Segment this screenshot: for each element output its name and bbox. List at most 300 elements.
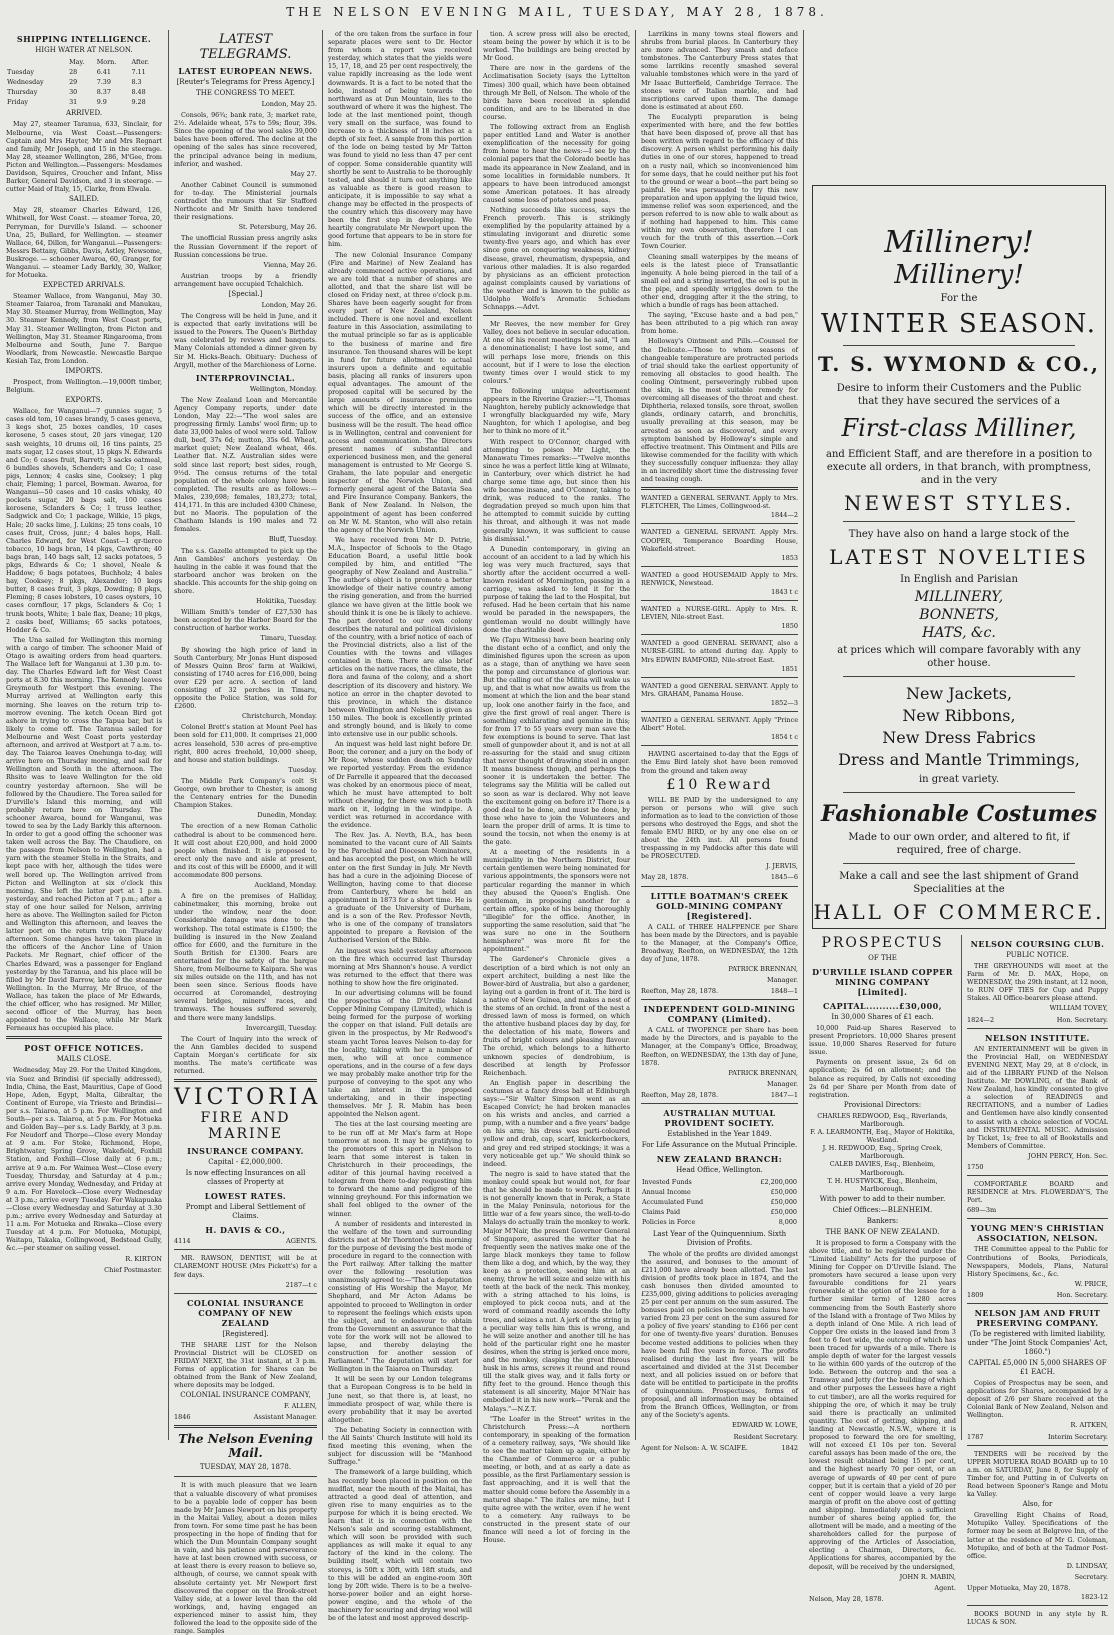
tide-cell: 7.11	[131, 68, 146, 77]
agents-label: AGENTS.	[286, 1237, 317, 1246]
tide-cell: 29	[69, 78, 78, 87]
divider	[174, 1249, 317, 1250]
prospectus-capital: CAPITAL..........£30,000,	[823, 1001, 942, 1011]
column-telegrams	[174, 30, 322, 1635]
aitken-signoff	[967, 1433, 1108, 1441]
amp-value: £50,000	[770, 1188, 797, 1197]
reward-intro: HAVING ascertained to-day that the Eggs of the Emu Bird lately shot have been removed from the ground and taken away	[641, 750, 798, 775]
aitken-name: R. AITKEN,	[1070, 1421, 1108, 1430]
wanted-text: WANTED a GENERAL SERVANT. Apply Mrs. COOPER, Temperance Boarding House, Wakefield-street.	[641, 528, 798, 553]
victoria-capital: Capital - £2,000,000.	[208, 1158, 283, 1167]
coursing-body: THE GREYHOUNDS will meet at the Farm of Mr. D. MAX, Hope, on WEDNESDAY, the 29th instant, at 12 noon, to RUN OFF TIES for Cup and Puppy Stakes. All Office-bearers please attend.	[967, 962, 1108, 1003]
news-paragraph: There are now in the gardens of the Acclimatisation Society (says the Lyttelton Times) 300 quail, which have been obtained through Mr Bell, of Nelson. The whole of the birds have been received in splendid condition, and are to be liberated in due course.	[483, 64, 630, 121]
news-paragraph: The saying, "Excuse haste and a bad pen," has been attributed to a pig which ran away from home.	[641, 311, 798, 336]
telegram-text: Consols, 96¾; bank rate, 3; market rate, 2½. Adelaide wheat, 57s to 59s; flour, 39s. Since the opening of the wool sales 39,000 bales have been offered. The decline at the opening of the sales has since recovered, the principal advance being in medium, inferior, and washed.	[174, 111, 317, 168]
tovey-signoff	[967, 1016, 1108, 1024]
european-news-heading: LATEST EUROPEAN NEWS.	[178, 66, 313, 76]
mabin-date: Nelson, May 28, 1878.	[809, 1594, 884, 1603]
amp-value: £50,000	[770, 1208, 797, 1217]
latest-novelties: LATEST NOVELTIES	[829, 545, 1089, 569]
news-paragraph: An English paper in describing the costumes at a fancy dress ball at Edinburgh says:—"Sir Walter Simpson went as an Escaped Convict; he had broken manacles on his wrists and ancles, and carried a pump, with a number and a five years' badge on his arm; his dress was parti-coloured yellow and drab, cap, scarf, knickerbockers, and grey and red striped stockings; it was a very noticeable get up." We should think so indeed.	[483, 1078, 630, 1168]
arrived-heading: ARRIVED.	[65, 109, 103, 118]
telegram-text: The Court of Inquiry into the wreck of the Ann Gambles decided to suspend Captain Morgan's certificate for six months. The mate's certificate was returned.	[174, 1034, 317, 1076]
telegram-text: The New Zealand Loan and Mercantile Agency Company reports, under date London, May 22:—"The wool sales are progressing firmly. Lambs' wool firm; up to date 33,000 bales of wool were sold. Tallow dull, beef, 37s 6d; mutton, 35s 6d. Wheat, market quiet; New Zealand wheat, 46s. Leather flat. N.Z. Australian sides were sold since last report; best sides, rough, 9½d. The census returns of the total population of the whole colony have been completed. The results are as follows:—Males, 239,698; females, 183,273; total, 414,171. In this are included 4300 Chinese, but no Maoris. The population of the Chatham Islands is 190 males and 72 females.	[174, 395, 317, 534]
victoria-text: Is now effecting Insurances on all classes of Property at	[185, 1169, 306, 1187]
prospectus-title: PROSPECTUS	[821, 935, 944, 951]
divider	[641, 745, 798, 746]
column-rule	[803, 30, 804, 1440]
firm-name: T. S. WYMOND & CO.,	[818, 352, 1100, 376]
divider	[843, 676, 1075, 677]
manager-label: Manager.	[766, 1079, 798, 1088]
gravelling-body: Gravelling Eight Chains of Road, Motupiko Valley. Specifications of the former may be seen at Belgrove Inn, of the latter at the residence of Mr G. Coleman, Motupiko, and of both at the Tadmor Post-office.	[967, 1511, 1108, 1560]
telegram-text: The unofficial Russian press angrily asks the Russian Government if the report of Russian concessions be true.	[174, 234, 317, 259]
amp-established: Established in the Year 1849.	[667, 1130, 772, 1139]
divider	[843, 863, 1075, 864]
news-paragraph: We (Tapu Witness) have been hearing only the distant echo of a conflict, and only the diminished figures upon the screen as upon as a stage, than of anything we have seen the pomp and circumstance of glorious war. But the calling out of the Militia will wake us up, and that is what now awaits us from the moment at which the lion and the bear stand up, look one another fairly in the face, and give the first growl of real anger. There is something exhilarating and genuine in this; for from 17 to 55 years every man save the few exemptions is bound to serve. That last smell of gunpowder about it, and is not at all re-assuring for the staid and snug citizen that never thought of drawing steel in anger. It means business though, and perhaps the sooner it is undertaken the better. The telegrams say the Militia will be called out so soon as war is declared. Why not leave the excitement going on before it? There is a good deal to be done, and must be done, by those who have to join the Volunteers and learn the proper drill of arms. It is time to sound the tocsin, not when the enemy is at the gate.	[483, 635, 630, 847]
tide-header-cell	[6, 57, 68, 67]
ad-number: 1850	[781, 622, 798, 631]
price-name: W. PRICE,	[1074, 1279, 1108, 1288]
tide-cell: 8.37	[96, 88, 111, 97]
divider	[967, 1218, 1108, 1219]
dateline: London, May 26.	[261, 300, 317, 309]
leader-text: It is with much pleasure that we learn that a valuable discovery of what promises to be a payable lode of copper has been made by Mr James Newport on his property in the Maitai Valley, about a dozen miles from town. For some time past he has been prospecting in the hope of finding that for which the Dun Mountain Company sought in vain, and his patience and perseverance have at last been crowned with success, or at least there is every reason to believe so, although, of course, we cannot speak with absolute certainty yet. Mr Newport first discovered the copper on the Brook-street Valley side, at a lower level than the old workings, and, having engaged an experienced miner to assist him, they followed the lead to the opposite side of the range. Samples	[174, 1481, 317, 1635]
amp-life: For Life Assurance on the Mutual Principle.	[641, 1141, 798, 1150]
director: T. H. HUSTWICK, Esq., Blenheim, Marlborough.	[827, 1176, 938, 1193]
special-heading: [Special.]	[228, 289, 263, 298]
divider	[641, 600, 798, 601]
divider	[174, 1079, 317, 1082]
tide-cell: 9.9	[96, 98, 107, 107]
director: CALEB DAVIES, Esq., Blenheim, Marlborough.	[829, 1160, 936, 1177]
column-rule	[168, 30, 169, 1440]
trimmings: Dress and Mantle Trimmings,	[838, 750, 1080, 769]
amp-label: Accumulated Fund	[642, 1198, 704, 1207]
independent-call-notice: A CALL of TWOPENCE per Share has been made by the Directors, and is payable to the Manager, at the Company's Office, Broadway, Reefton, on WEDNESDAY, the 13th day of June, 1878.	[641, 1026, 798, 1067]
price-title: Hon. Secretary.	[1056, 1290, 1108, 1299]
column-rule	[635, 30, 636, 1440]
insurance-title: INSURANCE COMPANY.	[187, 1146, 304, 1157]
telegram-text: By showing the high price of land in South Canterbury, Mr Jonas Hunt disposed of Messrs Quinn Bros' farm at Waikiwi, consisting of 1740 acres for £16,000, being over £29 per acre. A section of land consisting of 32 perches in Timaru, opposite the Police Station, was sold for £2600.	[174, 645, 317, 711]
amp-signoff	[641, 1444, 798, 1452]
congress-heading: THE CONGRESS TO MEET.	[196, 89, 295, 97]
victoria-title: VICTORIA	[174, 1085, 322, 1111]
public-notice: PUBLIC NOTICE.	[1006, 951, 1069, 959]
jam-title: NELSON JAM AND FRUIT PRESERVING COMPANY.	[974, 1308, 1101, 1328]
ad-number: 1854 t c	[771, 733, 798, 742]
colonial-company: COLONIAL INSURANCE COMPANY,	[180, 1391, 311, 1400]
amp-resident: Resident Secretary.	[733, 1432, 798, 1441]
telegram-text: The s.s. Gazelle attempted to pick up the Ann Gambles' anchors yesterday. On hauling in the cable it was found that the starboard anchor was broken on the shackle. This accounts for the ship going on shore.	[174, 546, 317, 595]
divider	[6, 1036, 162, 1039]
mails-close-heading: MAILS CLOSE.	[56, 1055, 112, 1064]
tide-table	[6, 57, 162, 107]
colonial-insurance-title: COLONIAL INSURANCE COMPANY OF NEW ZEALAND	[186, 1297, 305, 1328]
divider	[174, 1476, 317, 1477]
news-paragraph: The Rev. Jas. A. Nevth, B.A., has been nominated to the vacant cure of All Saints by the Parochial and Diocesan Nominators, and has accepted the post, on which he will enter on the first Sunday in July. Mr Nevth has had a cure in the adjoining Diocese of Wellington, having come to that diocese from Canterbury, where he held an appointment in 1873 for a short time. He is a graduate of the University of Durham, and is a son of the Rev. Professor Nevth, who is one of the company of translators appointed to prepare a Revision of the Authorised Version of the Bible.	[328, 831, 472, 945]
telegram-text: A fire on the premises of Halliday, cabinetmaker, this morning, broke out under the window, near the door. Considerable damage was done to the workshop. The total estimate is £1500; the building is insured in the New Zealand office for £600, and the furniture in the South British for £1300. Fears are entertained for the safety of the barque Shore, from Melbourne to Kaipara. She was six miles outside on the 11th, and has not been seen since. Serious floods have occurred at Coromandel, destroying several bridges, miners' races, and tramways. The houses suffered severely, and there were many landslips.	[174, 892, 317, 1022]
rawson-notice: MR. RAWSON, DENTIST, will be at CLAREMONT HOUSE (Mrs Pickett's) for a few days.	[174, 1254, 317, 1279]
masthead: THE NELSON EVENING MAIL, TUESDAY, MAY 28, 1878.	[286, 5, 828, 19]
ad-number: 1847—1	[770, 1090, 798, 1099]
millinery-advert	[812, 185, 1106, 929]
divider	[641, 634, 798, 635]
ad-number: 1824—2	[967, 1015, 995, 1024]
wanted-ad	[641, 716, 798, 741]
newspaper-flag: The Nelson Evening Mail.	[178, 1432, 313, 1461]
wanted-ad	[641, 494, 798, 519]
amp-label: Policies in Force	[642, 1218, 696, 1227]
tide-cell: Thursday	[7, 88, 38, 97]
bankers-heading: Bankers:	[866, 1216, 899, 1225]
wanted-ad	[641, 571, 798, 596]
newest-styles: NEWEST STYLES.	[843, 491, 1075, 515]
divider	[641, 711, 798, 712]
news-paragraph: Nothing succeeds like success, says the French proverb. This is strikingly exemplified by the popularity attained by a stimulating invigorant and diuretic some twenty-five years ago, and which has ever since gone on conquering weakness, kidney disease, gravel, rheumatism, dyspepsia, and various other maladies. It is also regarded by physicians as an efficient protection against complaints caused by variations of the weather and is known to the public as Udolpho Wolfe's Aromatic Schiedam Schnapps.—Advt.	[483, 205, 630, 312]
news-paragraph: of the ore taken from the surface in four separate places were sent to Dr. Hector from whom a report was received yesterday, which states that the yields were 15, 17, 18, and 25 per cent respectively, the value rapidly increasing as the lode went downwards. It is a fact to be noted that the lode, instead of being towards the northward as at Dun Mountain, lies to the southward of where it was the highest. The lode at the last mentioned point, though very small on the surface, was found to increase to a thickness of 18 inches at a depth of six feet. A sample from this portion of the lode on being tested by Mr Tatton was found to yield no less than 47 per cent of copper. Some considerable quantity will shortly be sent to Australia to be thoroughly tested, and should it turn out anything like as valuable as there is good reason to anticipate, it is impossible to say what a change may be effected in the prospects of the country which this discovery may have been the first step in developing. We heartily congratulate Mr Newport upon the good fortune that appears to be in store for him.	[328, 30, 472, 249]
dateline: May 27.	[290, 169, 317, 178]
ad-number: 1843 t c	[771, 588, 798, 596]
ad-number: 2187—t c	[285, 1280, 317, 1289]
ad-number: 1853	[781, 553, 798, 562]
board-no: 689—3m	[967, 1206, 997, 1215]
ymca-title: YOUNG MEN'S CHRISTIAN ASSOCIATION, NELSON.	[970, 1223, 1105, 1244]
tide-row	[6, 67, 162, 77]
news-paragraph: A Dunedin contemporary, in giving an account of an accident to a lad by which his leg was very much fractured, says that shortly after the accident occurred a well-known resident of Mornington, passing in a carriage, was asked to lend it for the purpose of taking the lad to the Hospital, but refused. Had he been certain that his name would be paraded in the newspapers, the gentleman would no doubt willingly have done the charitable deed.	[483, 544, 630, 634]
exports-heading: EXPORTS.	[65, 396, 103, 405]
amp-row	[641, 1207, 798, 1217]
independent-signoff	[641, 1091, 798, 1099]
institute-title: NELSON INSTITUTE.	[985, 1032, 1090, 1043]
percy-no: 1750	[967, 1162, 984, 1171]
wanted-text: WANTED a NURSE-GIRL. Apply to Mrs. R. LEVIEN, Nile-street East.	[641, 605, 798, 622]
wanted-ad	[641, 528, 798, 561]
lindsay-title: Secretary.	[1074, 1572, 1108, 1581]
ad-number: 1809	[967, 1290, 984, 1299]
column-rule	[477, 30, 478, 1440]
amp-value: £50,000	[770, 1198, 797, 1207]
latest-telegrams-title: LATEST TELEGRAMS.	[199, 32, 292, 62]
dateline: Invercargill, Tuesday.	[245, 1023, 317, 1032]
make-a-call: Make a call and see the last shipment of Grand Specialities at the	[839, 871, 1079, 895]
winter-season: WINTER SEASON.	[821, 309, 1097, 339]
tide-cell: Wednesday	[7, 78, 44, 87]
ad-number: 1787	[967, 1432, 984, 1441]
coursing-title: NELSON COURSING CLUB.	[970, 939, 1105, 949]
new-jackets: New Jackets,	[905, 684, 1013, 703]
wanted-ad	[641, 605, 798, 630]
creek-company-title: LITTLE BOATMAN'S CREEK GOLD-MINING COMPANY [Registered].	[650, 890, 789, 921]
news-paragraph: An inquest was held yesterday afternoon on the fire which occurred last Thursday morning at Mrs Shannon's house. A verdict was returned to the effect that there was nothing to show how the fire originated.	[328, 946, 472, 987]
tide-row	[6, 77, 162, 87]
news-paragraph: The Eucalypti preparation is being experimented with here, and the few bottles that have been disposed of, prove all that has been written with regard to the efficacy of this discovery. A person whilst performing his daily duties in one of our stores, happened to tread on a rusty nail, which so inconvenienced him for some days, that he could neither put his foot to the ground or wear a boot—the part being so painful. He was persuaded to try this new preparation and upon applying the liquid twice, immense relief was soon experienced, and the person referred to is now able to walk about as if nothing had happened to him. This came within my own observation, therefore I can vouch for the truth of this assertion.—Cork Town Courier.	[641, 112, 798, 251]
arrived-text: May 27, steamer Taranua, 633, Sinclair, for Melbourne, via West Coast.—Passengers: Captain and Mrs Hayter, Mr and Mrs Regnart and family, Mr Joseph, and 15 in the steerage. May 28, steamer Wellington, 286, M'Gee, from Picton and Wellington.—Passengers: Mesdames Davidson, Squires, Croucher and Infant, Miss Barker, General Davidson, and 3 in steerage. — cutter Maid of Italy, 15, Clarke, from Elwala.	[6, 120, 162, 194]
amp-value: 8,000	[778, 1218, 797, 1227]
ad-number: 1823-12	[1080, 1593, 1108, 1602]
divider	[174, 1293, 317, 1294]
fire-marine-title: FIRE AND MARINE	[200, 1110, 291, 1143]
ad-number: 1848—1	[770, 987, 798, 996]
dateline: Bluff, Tuesday.	[268, 535, 317, 544]
davis-signoff	[174, 1237, 317, 1245]
news-paragraph: The Debating Society in connection with the All Saints' Church Institute will hold its fixed meeting this evening, when the subject for discussion will be "Manhood Suffrage."	[328, 1425, 472, 1467]
news-paragraph: tion. A screw press will also be erected, steam being the power by which it is to be worked. The buildings are being erected by Mr Good.	[483, 30, 630, 63]
news-paragraph: With respect to O'Connor, charged with attempting to poison Mr Light, the Manawatu Times remarks:—"Twelve months since he was a perfect little king at Wilmate, in Canterbury, over which district he had charge some time ago, but since then his wife became insane, and O'Connor, taking to drink, was reduced to the ranks. The degradation preyed so much upon him that he attempted to commit suicide by cutting his throat, and although it was not made generally known, it was sufficient to cause his dismissal."	[483, 437, 630, 543]
prospectus-paid: 10,000 Paid-up Shares Reserved to present Proprietors. 10,000 Shares present issue. 10,000 Shares Reserved for future issue.	[809, 1024, 956, 1057]
of-the: OF THE	[868, 954, 897, 962]
amp-agent: Agent for Nelson: A. W. SCAIFE.	[641, 1443, 748, 1452]
bankers-name: THE BANK OF NEW ZEALAND.	[825, 1227, 940, 1236]
divider	[641, 566, 798, 567]
dateline: St. Petersburg, May 26.	[238, 223, 317, 232]
telegram-text: Austrian troops by a friendly arrangement have occupied Tchalchich.	[174, 271, 317, 288]
amp-figures	[641, 1177, 798, 1227]
tide-header-cell: Morn.	[96, 58, 117, 66]
millinery-heading-2: Millinery!	[894, 260, 1024, 290]
large-stock-text: They have also on hand a large stock of the	[848, 529, 1070, 540]
creek-call-notice: A CALL of THREE HALFPENCE per Share has been made by the Directors, and is payable to the Manager, at the Company's Office, Broadway, Reefton, on WEDNESDAY, the 12th day of June, 1878.	[641, 922, 798, 963]
desire-text: Desire to inform their Customers and the Public that they have secured the services of a	[836, 383, 1082, 407]
reefton-date: Reefton, May 28, 1878.	[641, 987, 719, 996]
davis-agents: H. DAVIS & CO.,	[205, 1225, 286, 1236]
directors-heading: Provisional Directors:	[843, 1100, 922, 1109]
wanted-text: WANTED a GENERAL SERVANT. Apply "Prince Albert" Hotel.	[641, 716, 798, 733]
allen-name: F. ALLEN,	[283, 1402, 317, 1411]
divider	[843, 521, 1075, 522]
tovey-name: WILLIAM TOVEY,	[1049, 1004, 1108, 1013]
tide-cell: 7.39	[96, 78, 111, 87]
millinery-heading: Millinery!	[884, 225, 1034, 260]
wanted-ad	[641, 639, 798, 672]
prospectus-payments: Payments on present issue, 2s 6d on application; 2s 6d on allotment; and the balance as required, by Calls not exceeding 2s 6d per Share per Month from date of registration.	[809, 1058, 956, 1099]
post-office-title: POST OFFICE NOTICES.	[24, 1043, 144, 1054]
high-water-heading: HIGH WATER AT NELSON.	[35, 46, 133, 54]
mabin-name: JOHN R. MABIN,	[899, 1572, 956, 1581]
jervis-signoff	[641, 873, 798, 881]
ad-number: 1852—3	[770, 698, 798, 707]
jam-body: Copies of Prospectus may be seen, and applications for Shares, accompanied by a deposit of 2/6 per Share received at the Colonial Bank of New Zealand, Nelson and Wellington.	[967, 1379, 1108, 1420]
prospectus-body: It is proposed to form a Company with the above title, and to be registered under the "Limited Liability" Acts for the purpose of Mining for Copper on D'Urville Island. The promoters have secured a lease upon very favourable conditions for 21 years (renewable at the option of the lessee for a further similar term) of 1280 acres commencing from the South Easterly shore of the Island with a frontage of Two Miles by a depth inland of One Mile. A rich lead of Copper Ore exists in the leased land from 3 feet to 6 feet wide, the outcrop of which has been traced for upwards of a mile. There is ample depth of water for the largest vessels to lie within 600 yards of the outcrop of the lode. Between the outcrop and the sea a Tramway and Jetty (for the building of which and other purposes the Lessees have a right to cut timber), are all the works required for shipping the ore, of which it may be truly said there is practically an unlimited quantity. The cost of getting, shipping, and landing at Newcastle, N.S.W., where it is proposed to forward the ore for smelting, will not exceed £1 10s per ton. Several careful assays has been made of the ore, the lowest result obtained being 15 per cent, and the highest nearly 70 per cent, or an average of upwards of 40 per cent of pure copper, but it is certain that a yield of 20 per cent of copper would leave a very large margin of profit on the above cost of getting and shipping. Immediately on a sufficient number of shares being applied for, the allotment will be made, and a meeting of the shareholders called for the purpose of approving of the Articles of Association, electing a Chairman, Directors, &c. Applications for shares, accompanied by the deposit, will be received by the undersigned,	[809, 1238, 956, 1571]
divider	[967, 1028, 1108, 1029]
ad-number: 4114	[174, 1237, 191, 1246]
amp-title: AUSTRALIAN MUTUAL PROVIDENT SOCIETY.	[663, 1108, 776, 1129]
aitken-title: Interim Secretary.	[1048, 1432, 1108, 1441]
postmaster-title: Chief Postmaster.	[104, 1265, 162, 1274]
amp-branch: NEW ZEALAND BRANCH:	[656, 1154, 783, 1165]
lowest-rates: LOWEST RATES.	[204, 1191, 287, 1202]
brennan-name: PATRICK BRENNAN,	[728, 1068, 798, 1077]
dateline: Hokitika, Tuesday.	[256, 597, 317, 606]
ymca-body: THE Committee appeal to the Public for Contributions of Books, Periodicals, Newspapers, Models, Plans, Natural History Specimens, &c., &c.	[967, 1245, 1108, 1278]
wanted-ad	[641, 682, 798, 707]
allen-signoff	[174, 1413, 317, 1421]
divider	[967, 1445, 1108, 1446]
jam-sub: (To be registered with limited liability, under "The Joint Stock Companies' Act, 1860.")	[967, 1330, 1108, 1356]
tenders-body: TENDERS will be received by the UPPER MOTUEKA ROAD BOARD up to 10 a.m. on SATURDAY, June 8, for Supply of Timber for, and Putting in of Culverts on Road between Spooner's Range and Motu ka Valley.	[967, 1449, 1108, 1499]
made-to-order: Made to our own order, and altered to fit, if required, free of charge.	[848, 832, 1070, 856]
news-paragraph: The new Colonial Insurance Company (Fire and Marine) of New Zealand has already commenced active operations, and we are told that a number of shares are allotted, and that the share list will be closed on Friday next, at three o'clock p.m. Shares have been eagerly sought for from every part of New Zealand, Nelson included. There is one novel and excellent feature in this Association, assimilating to the mutual principle so far as is applicable to the business of marine and fire insurance. Ten thousand shares will be kept in fund for future allotment to actual insurers upon a definite and equitable basis, placing all ranks of insurers upon equal advantages. The amount of the proposed capital will be secured by the large amounts of insurance premiums which will be directly interested in the success of the office, and an extensive business will be the result. The head office is in Wellington, central and convenient for access and communication. The Directors present names of substantial and experienced business men, and the general management is entrusted to Mr George S. Graham, the late popular and energetic inspector of the Norwich Union, and formerly general agent of the Batavia Sea and Fire Insurance Company. Bankers, the Bank of New Zealand. In Nelson, the appointment of agent has been conferred on Mr W. M. Stanton, who will also retain the agency of the Norwich Union.	[328, 250, 472, 534]
shipping-title: SHIPPING INTELLIGENCE.	[16, 34, 152, 44]
prospectus-shares: In 30,000 Shares of £1 each.	[831, 1013, 934, 1021]
power-text: With power to add to their number.	[819, 1194, 946, 1203]
tide-header-cell: May.	[69, 58, 85, 66]
post-office-text: Wednesday, May 29. For the United Kingdom, via Suez and Brindisi (if specially addressed), India, China, the East, Mauritius, Cape of Good Hope, Aden, Egypt, Malta, Gibraltar, the Continent of Europe, via Trieste and Brindisi—per s.s. Taiaroa, at 5 p.m. For Wellington and South—per s.s. Taiaroa, at 5 p.m. For Motueka and Golden Bay—per s.s. Lady Barkly, at 3 p.m. For Neudorf and Thorpe—Close every Monday at 9 a.m. For Stoke, Richmond, Hope, Brightwater, Spring Grove, Wakefield, Foxhill Station, and Foxhill—Close daily at 6 p.m.; arrive at 9 a.m. For Waimea West—Close every Tuesday, Thursday, and Saturday at 4 p.m.; arrive every Monday, Wednesday, and Friday at 9 a.m. For Havelock—Close every Wednesday at 3 p.m.; arrive every Tuesday. For Wakapuaka—Close every Wednesday and Saturday at 3.30 p.m.; arrive every Wednesday and Saturday at 11 a.m. For Motueka and Riwaka—Close every Tuesday at 4 p.m. For Motueka, Motupipi, Waitapu, Takaka, Collingwood, Bedstead Gully, &c.—per steamer on sailing vessel.	[6, 1066, 162, 1253]
dateline: Wellington, Monday.	[249, 384, 317, 393]
amp-head-office: Head Office, Wellington.	[676, 1166, 763, 1175]
column-notices	[641, 30, 798, 1452]
news-paragraph: The Gardener's Chronicle gives a description of a bird which is not only an expert architect, building a nest like the Bower-bird of Australia, but also a gardener, laying out a garden in front of it. The bird is a native of New Guinea, and makes a nest of the stems of an orchid. In front of the nest a dressed lawn of moss is formed, on which the attentive husband places day by day, for the delectation of his mate, flowers and fruits of bright colours and pleasing flavour. The orchid, which belongs to a hitherto unknown species of dendrobium, is described at length by Professor Reichenbach.	[483, 955, 630, 1077]
amp-value: £2,200,000	[760, 1178, 797, 1187]
column-rule	[961, 935, 962, 1440]
telegram-text: William Smith's tender of £27,530 has been accepted by the Harbor Board for the construction of harbor works.	[174, 608, 317, 633]
tide-cell: 6.41	[96, 68, 111, 77]
dateline: Vienna, May 26.	[263, 260, 317, 269]
divider	[967, 1303, 1108, 1304]
column-club-notices	[967, 935, 1108, 1627]
chief-office: Chief Offices:—BLENHEIM.	[832, 1205, 933, 1214]
dateline: London, May 25.	[261, 100, 317, 108]
postmaster-name: R. KIRTON	[125, 1254, 162, 1263]
amp-label: Annual Income	[642, 1188, 691, 1197]
telegram-text: Colonel Brett's station at Mount Peel has been sold for £11,000. It comprises 21,000 acres leasehold, 530 acres of pre-emptive right, 800 acres freehold, 10,000 sheep, and house and station buildings.	[174, 723, 317, 764]
amp-label: Claims Paid	[642, 1208, 681, 1217]
bonnets: BONNETS,	[919, 607, 999, 623]
interprovincial-heading: INTERPROVINCIAL.	[195, 372, 296, 383]
registered-label: [Registered].	[222, 1329, 269, 1338]
divider	[641, 487, 798, 490]
reuter-credit: [Reuter's Telegrams for Press Agency.]	[176, 78, 315, 86]
reefton-date: Reefton, May 28, 1878.	[641, 1090, 719, 1099]
ad-number: 1845—6	[770, 873, 798, 882]
jervis-date: May 28, 1878.	[641, 873, 689, 882]
dateline: Christchurch, Monday.	[241, 712, 317, 721]
expected-text: Steamer Wallace, from Wanganui, May 30. Steamer Taiaroa, from Taranaki and Manukau, May 30. Steamer Murray, from Wellington, May 30. Steamer Kennedy, from West Coast ports, May 31. Steamer Wellington, from Picton and Wellington, May 31. Steamer Ringarooma, from Melbourne and South, June 7. Barque Woodlark, from Newcastle. Newcastle Barque Kesiah Taz, from London.	[6, 292, 162, 365]
tide-cell: Tuesday	[7, 68, 34, 77]
board-notice: COMFORTABLE BOARD and RESIDENCE at Mrs. FLOWERDAY'S, The Port.	[967, 1180, 1108, 1205]
telegram-text: The erection of a new Roman Catholic cathedral is about to be commenced here. It will cost about £20,000, and hold 2000 people when finished. It is proposed to erect only the nave and aisle at present, and its cost of this will be £6000, and it will accommodate 800 persons.	[174, 822, 317, 879]
percy-name: JOHN PERCY, Hon. Sec.	[1028, 1151, 1108, 1160]
brennan-name: PATRICK BRENNAN,	[728, 965, 798, 973]
divider	[641, 523, 798, 524]
tide-header-cell: After.	[131, 58, 150, 66]
imports-text: Prospect, from Wellington.—19,000ft timber, Belgium.	[6, 378, 162, 395]
sailed-heading: SAILED.	[69, 195, 99, 204]
news-paragraph: An inquest was held last night before Dr. Boor, the coroner, and a jury on the body of Mr Rose, whose sudden death on Sunday we reported yesterday. From the evidence of Dr Farrelle it appeared that the deceased was choked by an enormous piece of meat, which he must have attempted to bolt without chewing, for there was not a tooth mark on it, lodging in the windpipe. A verdict was returned in accordance with the evidence.	[328, 740, 472, 830]
hall-of-commerce: HALL OF COMMERCE.	[813, 900, 1105, 924]
prices-text: at prices which will compare favorably with any other house.	[837, 645, 1081, 669]
amp-row	[641, 1187, 798, 1197]
news-paragraph: "The Loafer in the Street" writes in the Christchurch Press:—A northern contemporary, in speaking of the formation of a cemetery railway, says, "We should like to see the matter taken up again, either by the Chamber of Commerce or a public meeting, or both, and at as early a date as possible, as the first Parliamentary session is fast approaching, and it is well that the matter should come before the Assembly in a matured shape." The italics are mine, but I quite agree with the writer, even if he went to a cemetery. Any railways to be constructed in the present state of our finance will need a lot of forcing in the House.	[483, 1414, 630, 1545]
issue-date: TUESDAY, MAY 28, 1878.	[199, 1463, 292, 1472]
sailed-text: May 28, steamer Charles Edward, 126, Whitwell, for West Coast. — steamer Torea, 20, Perryman, for Durville's Island. — schooner Una, 25, Bullard, for Wellington. — steamer Wallace, 64, Dillon, for Wanganui.—Passengers: Messrs Bettany, Gibbs, Davis, Astley, Newsome, Buskroge. — schooner Awaroa, 60, Granger, for Wanganui. — steamer Lady Barkly, 30, Walker, for Motueka.	[6, 206, 162, 280]
news-paragraph: A number of residents and interested in the welfare of the town and surrounding districts met at Mr Thornton's this morning for the purpose of devising the best mode of procedure in regard to the connection with the Port railway. After talking the matter over the following resolution was unanimously agreed to:—"That a deputation consisting of His Worship the Mayor, Mr Shephard, and Mr Acton Adams be appointed to proceed to Wellington in order to represent the feelings which exists upon the subject, and to endeavour to obtain from the Government an assurance that the vote for the work will not be allowed to lapse, and thereby delaying the construction for another session of Parliament." The deputation will start for Wellington in the Taiaroa on Thursday.	[328, 1219, 472, 1374]
imports-heading: IMPORTS.	[65, 367, 103, 375]
millinery-italic: MILLINERY,	[914, 589, 1004, 605]
wanted-text: WANTED a good GENERAL SERVANT. Apply to Mrs. GRAHAM, Panama House.	[641, 681, 798, 698]
divider	[641, 886, 798, 887]
ad-number: 1846	[174, 1413, 191, 1422]
news-paragraph: The following unique advertisement appears in the Riverine Grazier:—"I, Thomas Naughton, hereby publicly acknowledge that I wrongfully blackguarded my wife, Mary Naughton, for which I apologise, and beg her to think no more of it."	[483, 386, 630, 436]
tide-cell: Friday	[7, 98, 29, 107]
wanted-text: WANTED a good GENERAL SERVANT, also a NURSE-GIRL to attend during day. Apply to Mrs EDWIN BAMFORD, Nile-street East.	[641, 639, 798, 664]
allen-title: Assistant Manager.	[253, 1413, 317, 1422]
divider	[641, 677, 798, 678]
new-ribbons: New Ribbons,	[902, 706, 1016, 725]
news-paragraph: Cleaning small waterpipes by the means of eels is the latest piece of Transatlantic ingenuity. A hole being pierced in the tail of a small eel and a string inserted, the eel is put in the pipe, and speedily wriggles down to the other end, dragging after it the the string, to which a bundle of rags has been attached.	[641, 252, 798, 310]
fashionable-costumes: Fashionable Costumes	[820, 801, 1098, 827]
news-paragraph: Mr Reeves, the new member for Grey Valley, does not believe in secular education. At one of his recent meetings he said, "I am a denominationalist; I have lost some, and will perhaps lose more, friends on this account, but if I were to lose the election twenty times over I would stick to my colours."	[483, 320, 630, 385]
colonial-text: THE SHARE LIST for the Nelson Provincial District will be CLOSED on FRIDAY NEXT, the 31st instant, at 3 p.m. Forms of application for Shares can be obtained from the Bank of New Zealand, where deposits may be lodged.	[174, 1340, 317, 1390]
news-paragraph: In our advertising columns will be found the prospectus of the D'Urville Island Copper Mining Company (Limited), which is being formed for the purpose of working the copper on that island. Full details are given in the prospectus, by Mr Redwood's steam yacht Torea leaves Nelson to-day for the locality, taking with her a number of men, who will at once commence operations, and in the course of a few days we may probably make another trip for the purpose of conveying to the spot any who take an interest in the proposed undertaking, and in their inspecting themselves. Mr J. R. Mabin has been appointed the Nelson agent.	[328, 988, 472, 1119]
news-paragraph: We have received from Mr D. Petrie, M.A., Inspector of Schools to the Otago Education Board, a useful little book compiled by him, and entitled "The geography of New Zealand and Australia." The author's object is to promote a better knowledge of their native country among the rising generation, and from the hurried glance we have given at the little book we should think it is one be is likely to achieve. The part devoted to our own colony describes the natural and political divisions of the country, with a brief notice of each of the Provincial districts, also a list of the Counties with the towns and villages contained in them. There are also brief articles on the native races, the climate, the flora and fauna of the colony, and a short description of its discovery and history. We notice an error in the chapter devoted to this province, in which the distance between Wellington and Nelson is given as 150 miles. The book is excellently printed and strongly bound, and is likely to come into extensive use in our public schools.	[328, 535, 472, 739]
ad-number: 1842	[781, 1443, 798, 1452]
jervis-name: J. JERVIS,	[766, 862, 798, 871]
dateline: Auckland, Monday.	[254, 881, 317, 890]
books-bound-notice: BOOKS BOUND in any style by R. LUCAS & SON.	[967, 1610, 1108, 1627]
amp-row	[641, 1217, 798, 1227]
wanted-text: WANTED a good HOUSEMAID Apply to Mrs. RENWICK, Newstead.	[641, 570, 798, 587]
lindsay-date: Upper Motueka, May 20, 1878.	[967, 1583, 1071, 1592]
divider	[483, 315, 630, 316]
new-fabrics: New Dress Fabrics	[882, 728, 1036, 747]
also-for: Also, for	[1022, 1500, 1053, 1509]
telegram-text: Another Cabinet Council is summoned for to-day. The Ministerial journals contradict the rumours that Sir Stafford Northcote and Mr Smith have tendered their resignations.	[174, 180, 317, 222]
shipping-news: The Una sailed for Wellington this morning with a cargo of timber. The schooner Maid of Otago is awaiting orders from head quarters. The Wallace left for Wanganui at 1.30 p.m. to-day. The Charles Edward left for West Coast ports at 8.30 this morning. The Kennedy leaves Greymouth for Westport this evening. The Murray arrived at Wellington early this morning. She leaves on the return trip to-morrow evening. The ketch Ocean Bird got ashore in trying to cross the Tapua bar, but is likely to come off. The Taranua sailed for Melbourne and West Coast ports yesterday afternoon, and arrived at Westport at 7 a.m. to-day. The Taiaroa leaves Onehunga to-day, will arrive here on Thursday morning, and sail for Wellington and South in the afternoon. The Rhsito was to leave Wellington for the old country yesterday afternoon. She will be followed by the Chaudiere. The Torea sailed for D'urville's Island this morning, and will probably return here on Thursday. The schooner Awaroa, bound for Wanganui, was towed to sea by the Lady Barkly this afternoon. In order to get a good offing the schooner was taken well across the Bay. The Chaudiere, on the passage from Nelson to Wellington, had a yarn with the steamer Stella in the Straits, and kept pace with her, although the tides were well bored up. The Wellington arrived from Picton and Wellington at six o'clock this morning. She left the latter port at 1 p.m. yesterday, and reached Picton at 7 p.m.; after a stay of one hour sailed for Nelson, arriving here as above. The Wellington sailed for Picton and Wellington this afternoon, and leaves the latter port on the return trip on Thursday afternoon. Some changes have taken place in the officers of the Anchor Line of Union Packets. Mr Regnart, chief officer of the Charles Edward, was a passenger for England yesterday by the Taranua, and his place will be filled by Mr David Barrow, late of the steamer Wellington. In the Murray, Mr Bruce, of the Wallace, has taken the place of Mr Edwards, the chief officer, who has resigned. Mr Miller, second officer of the Murray, has been appointed to the Wallace, while Mr Mark Ferneaux has occupied his place.	[6, 635, 162, 1033]
for-the: For the	[940, 293, 978, 304]
amp-secretary: EDWARD W. LOWE,	[732, 1421, 798, 1430]
ad-number: 1844—2	[770, 511, 798, 520]
divider	[843, 792, 1075, 793]
settlement-text: Prompt and Liberal Settlement of Claims.	[185, 1203, 306, 1221]
amp-body: The whole of the profits are divided amongst the assured, and bonuses to the amount of £211,000 have already been allotted. The last division of profits took place in 1874, and the cash bonuses then divided amounted to £235,000, giving additions to policies averaging 25 per cent per annum on the sum assured. The bonuses paid on policies becoming claims have varied from 23 per cent on the sum assured for a policy of five years' standing to £166 per cent for one of twenty-five years' duration. Bonuses become vested additions to policies when they have been full five years in force. The profits realised during the last five years will be ascertained and divided at the 31st December next, and all policies issued on or before that date will be entitled to participate in the profits of quinquennium. Prospectuses, forms of proposal, and all information may be obtained from the Branch Offices, Wellington, or from any of the Society's agents.	[641, 1249, 798, 1420]
amp-year: Last Year of the Quinquennium. Sixth Division of Profits.	[652, 1229, 787, 1247]
column-local-news	[328, 30, 472, 1623]
variety-text: in great variety.	[918, 774, 1000, 785]
tovey-title: Hon. Secretary.	[1056, 1015, 1108, 1024]
wanted-text: WANTED a GENERAL SERVANT. Apply to Mrs. FLETCHER, The Limes, Collingwood-st.	[641, 494, 798, 511]
reward-body: WILL BE PAID by the undersigned to any person or persons who will give such information as to lead to the conviction of those persons who destroyed the Eggs, and shot the female EMU BIRD, or by any one else on or about the 24th inst. All persons found trespassing in my Paddocks after this date will be PROSECUTED.	[641, 795, 798, 861]
tide-cell: 9.28	[131, 98, 146, 107]
hats: HATS, &c.	[922, 625, 996, 641]
divider	[641, 1103, 798, 1104]
jam-capital: CAPITAL £5,000 IN 5,000 SHARES OF £1 EACH.	[968, 1359, 1107, 1376]
column-shipping	[6, 30, 162, 1440]
tide-cell: 28	[69, 68, 78, 77]
holloway-advert: Holloway's Ointment and Pills.—Counsel for the Delicate.—Those to whom seasons of changeable temperature are protracted periods of trial should take the earliest opportunity of removing all obstacles to good health. The cooling Ointment, perseveringly rubbed upon the skin, is the most suitable remedy for overcoming all diseases of the throat and chest. Diphtheria, relaxed tonsils, sore throat, swollen glands, ordinary catarrh, and bronchitis, usually prevailing at this season, may be arrested as soon as discovered, and every symptom banished by Holloway's simple and effective treatment. This Ointment and Pills are likewise commended for the facility with which they successfully conquer influenza: they allay in an incredibly short time the distressing fever and teasing cough.	[641, 337, 798, 484]
price-signoff	[967, 1291, 1108, 1299]
prospectus-company: D'URVILLE ISLAND COPPER MINING COMPANY [Limited].	[812, 967, 953, 997]
reward-heading: £10 Reward	[666, 776, 773, 793]
telegram-text: The Middle Park Company's colt St George, own brother to Chester, is among the Centenary entries for the Dunedin Champion Stakes.	[174, 776, 317, 810]
news-paragraph: The following extract from an English paper entitled Land and Water is another exemplification of the necessity for going from home to hear the news:—I see by the colonial papers that the Colorado beetle has made its appearance in New Zealand, and in some localities in formidable numbers. It appears to have been introduced amongst some American potatoes. It has already caused some loss of potatoes and peas.	[483, 123, 630, 204]
staff-text: and Efficient Staff, and are therefore in a position to execute all orders, in that branch, with promptness, and in the very	[826, 449, 1092, 486]
manager-label: Manager.	[766, 976, 798, 985]
column-general-news	[483, 30, 630, 1545]
amp-row	[641, 1197, 798, 1207]
column-prospectus	[809, 935, 956, 1603]
news-paragraph: At a meeting of the residents in a municipality in the Northern District, four certain gentlemen were being nominated for various appointments, the sponsors were not particular regarding the manner in which they abused the Queen's English. One gentleman, in proposing another for a certain office, spoke of his being thoroughly "illegible" for the office. Another, in supporting the same resolution, said that "he was sure no one in the Southern hemisphere" was more fit for the appointment."	[483, 848, 630, 954]
news-paragraph: It will be seen by our London telegrams that a European Congress is to be held in June next, so that there is, at least, no immediate prospect of war, while there is every probability that it may be averted altogether.	[328, 1375, 472, 1424]
first-class-milliner: First-class Milliner,	[841, 414, 1077, 442]
amp-row	[641, 1177, 798, 1187]
director: J. H. REDWOOD, Esq., Spring Creek, Marlborough.	[822, 1144, 943, 1161]
lindsay-name: D. LINDSAY,	[1066, 1561, 1108, 1570]
divider	[967, 1605, 1108, 1606]
tide-row	[6, 87, 162, 97]
ad-number: 1851	[781, 664, 798, 673]
independent-company-title: INDEPENDENT GOLD-MINING COMPANY (Limited).	[643, 1004, 796, 1025]
